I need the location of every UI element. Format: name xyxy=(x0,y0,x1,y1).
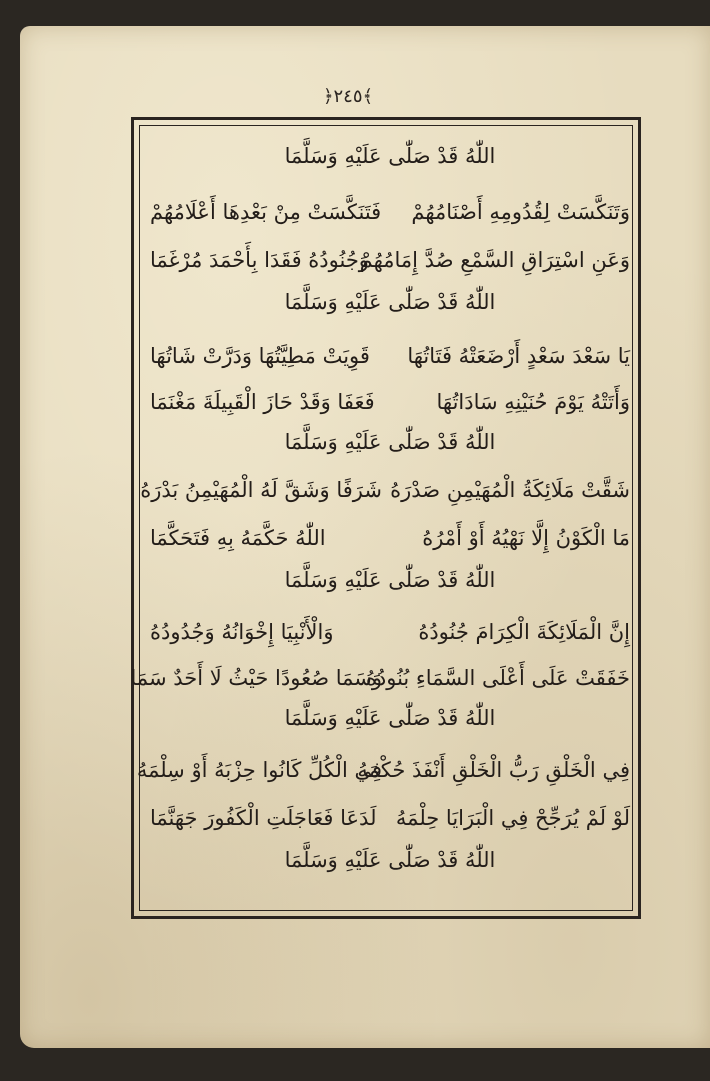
first-hemistich: فِي الْخَلْقِ رَبُّ الْخَلْقِ أَنْفَذَ حُكْمَهُ xyxy=(357,758,630,782)
verse-line xyxy=(150,614,630,650)
first-hemistich: يَا سَعْدَ سَعْدٍ أَرْضَعَتْهُ فَتَاتُهَا xyxy=(407,344,630,368)
second-hemistich: وَالْأَنْبِيَا إِخْوَانُهُ وَجُدُودُهُ xyxy=(150,620,334,644)
refrain-line: اللّٰهُ قَدْ صَلّٰى عَلَيْهِ وَسَلَّمَا xyxy=(284,430,496,454)
refrain-line: اللّٰهُ قَدْ صَلّٰى عَلَيْهِ وَسَلَّمَا xyxy=(284,568,496,592)
second-hemistich: لَدَعَا فَعَاجَلَتِ الْكَفُورَ جَهَنَّمَا xyxy=(150,806,377,830)
refrain-line: اللّٰهُ قَدْ صَلّٰى عَلَيْهِ وَسَلَّمَا xyxy=(284,290,496,314)
verse-line xyxy=(140,472,630,508)
second-hemistich: وَجُنُودُهُ فَقَدَا بِأَحْمَدَ مُرْغَمَا xyxy=(150,248,369,272)
verse-line xyxy=(150,242,630,278)
second-hemistich: وَسَمَا صُعُودًا حَيْثُ لَا أَحَدٌ سَمَا xyxy=(130,666,382,690)
second-hemistich: فِي الْكُلِّ كَانُوا حِزْبَهُ أَوْ سِلْمَهُ xyxy=(136,758,382,782)
first-hemistich: لَوْ لَمْ يُرَجِّحْ فِي الْبَرَايَا حِلْمَهُ xyxy=(395,806,630,830)
closing-refrain-line: اللّٰهُ قَدْ صَلّٰى عَلَيْهِ وَسَلَّمَا xyxy=(284,848,496,872)
verse-line xyxy=(130,660,630,696)
verse-line xyxy=(150,520,630,556)
second-hemistich: اللّٰهُ حَكَّمَهُ بِهِ فَتَحَكَّمَا xyxy=(150,526,326,550)
first-hemistich: وَتَنَكَّسَتْ لِقُدُومِهِ أَصْنَامُهُمْ xyxy=(411,200,630,224)
second-hemistich: فَعَفَا وَقَدْ حَازَ الْقَبِيلَةَ مَغْنَمَا xyxy=(150,390,375,414)
first-hemistich: خَفَقَتْ عَلَى أَعْلَى السَّمَاءِ بُنُودُهُ xyxy=(365,666,630,690)
verse-line xyxy=(150,384,630,420)
second-hemistich: فَتَنَكَّسَتْ مِنْ بَعْدِهَا أَعْلَامُهُمْ xyxy=(150,200,382,224)
verse-line xyxy=(150,338,630,374)
first-hemistich: شَقَّتْ مَلَائِكَةُ الْمُهَيْمِنِ صَدْرَهُ xyxy=(390,478,630,502)
refrain-line: اللّٰهُ قَدْ صَلّٰى عَلَيْهِ وَسَلَّمَا xyxy=(284,144,496,168)
page-number: ﴿٢٤٥﴾ xyxy=(322,86,374,107)
verse-line xyxy=(150,800,630,836)
first-hemistich: وَعَنِ اسْتِرَاقِ السَّمْعِ صُدَّ إِمَامُهُمْ xyxy=(359,248,630,272)
second-hemistich: قَوِيَتْ مَطِيَّتُهَا وَدَرَّتْ شَاتُهَا xyxy=(150,344,370,368)
second-hemistich: شَرَفًا وَشَقَّ لَهُ الْمُهَيْمِنُ بَدْرَهُ xyxy=(140,478,382,502)
first-hemistich: مَا الْكَوْنُ إِلَّا نَهْيُهُ أَوْ أَمْرُهُ xyxy=(422,526,630,550)
refrain-line: اللّٰهُ قَدْ صَلّٰى عَلَيْهِ وَسَلَّمَا xyxy=(284,706,496,730)
first-hemistich: وَأَتَتْهُ يَوْمَ حُنَيْنِهِ سَادَاتُهَا xyxy=(436,390,630,414)
verse-line xyxy=(136,752,630,788)
first-hemistich: إِنَّ الْمَلَائِكَةَ الْكِرَامَ جُنُودُهُ xyxy=(418,620,630,644)
verse-line xyxy=(150,194,630,230)
